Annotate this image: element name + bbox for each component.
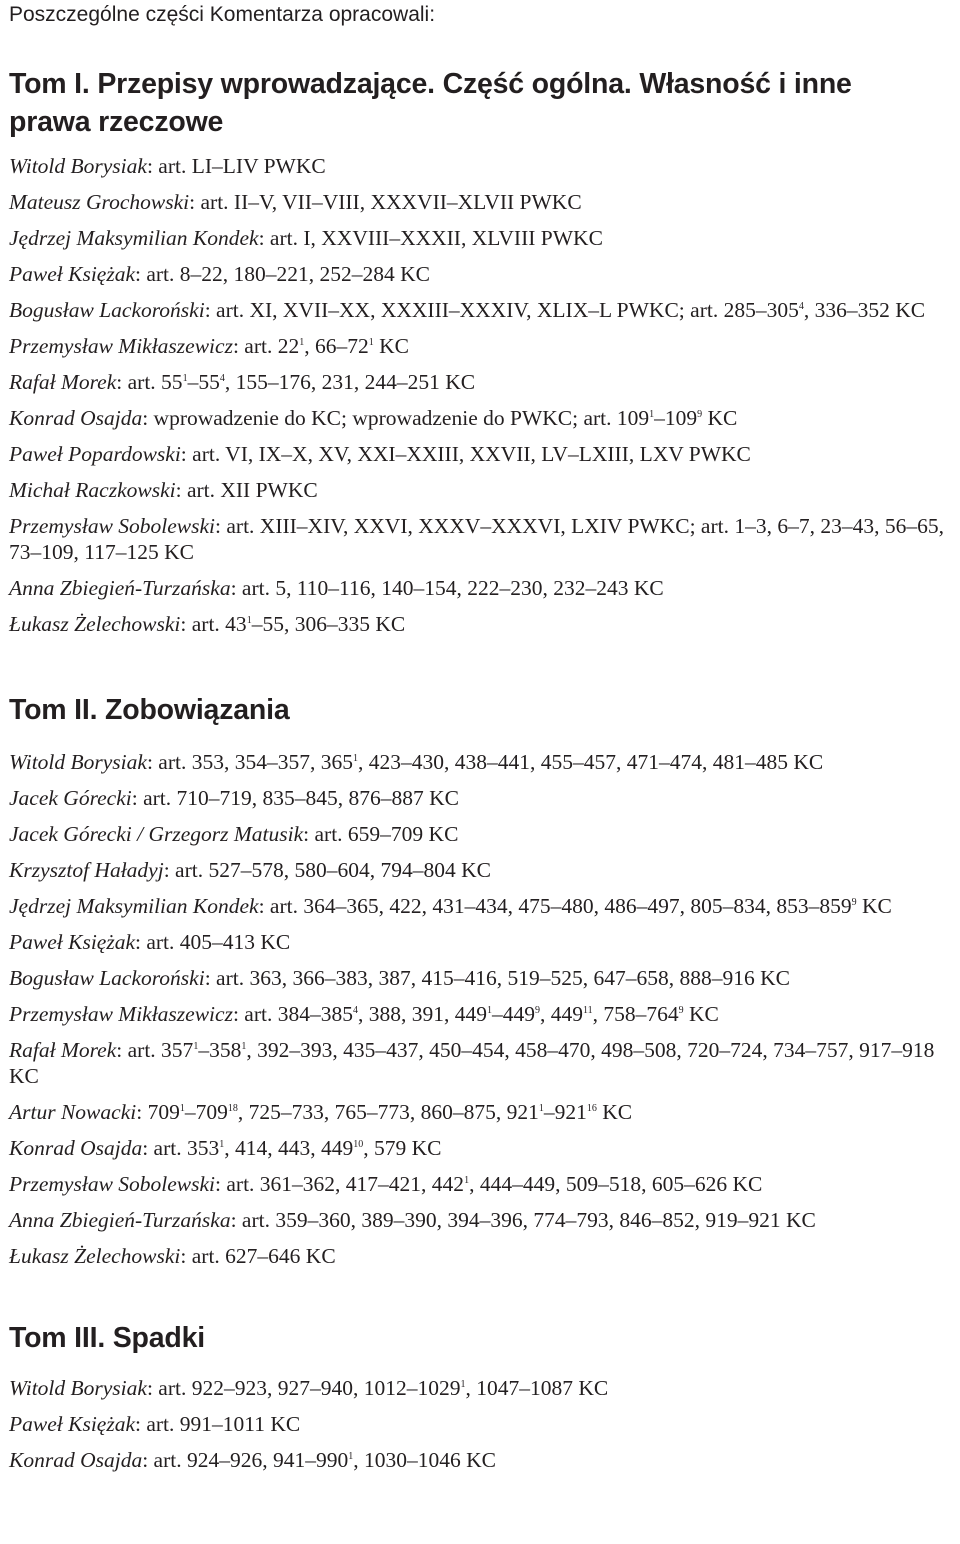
contributor-entry: [9, 1411, 954, 1437]
contributor-entry: [9, 965, 954, 991]
author-name: Łukasz Żelechowski: [9, 612, 181, 636]
author-name: Bogusław Lackoroński: [9, 966, 205, 990]
author-name: Konrad Osajda: [9, 406, 143, 430]
author-name: Witold Borysiak: [9, 154, 147, 178]
article-range: : art. $22^1$, $66-72^1$ KC: [232, 334, 409, 358]
article-range: : $709^1-709^{18}$, 725–733, 765–773, 860–875, $921^1-921^{16}$ KC: [136, 1100, 633, 1124]
author-name: Jacek Górecki: [9, 786, 132, 810]
author-name: Bogusław Lackoroński: [9, 298, 205, 322]
author-name: Paweł Księżak: [9, 1412, 135, 1436]
contributor-entry: [9, 1099, 954, 1125]
author-name: Łukasz Żelechowski: [9, 1244, 181, 1268]
volume-2-section: [9, 691, 954, 1269]
author-name: Konrad Osajda: [9, 1136, 143, 1160]
contributor-entry: [9, 893, 954, 919]
article-range: : art. 659–709 KC: [303, 822, 459, 846]
article-range: : art. 627–646 KC: [180, 1244, 336, 1268]
author-name: Rafał Morek: [9, 370, 117, 394]
contributor-entry: [9, 1207, 954, 1233]
article-range: : art. 405–413 KC: [135, 930, 291, 954]
contributor-entry: [9, 821, 954, 847]
contributor-entry: [9, 749, 954, 775]
contributor-entry: [9, 333, 954, 359]
volume-1-entries: [9, 153, 954, 637]
author-name: Mateusz Grochowski: [9, 190, 190, 214]
author-name: Przemysław Mikłaszewicz: [9, 334, 233, 358]
author-name: Anna Zbiegień-Turzańska: [9, 1208, 231, 1232]
contributor-entry: [9, 1171, 954, 1197]
article-range: : art. 922–923, 927–940, 1012–1029$^1$, 1047–1087 KC: [146, 1376, 609, 1400]
author-name: Paweł Popardowski: [9, 442, 181, 466]
contributor-entry: [9, 1243, 954, 1269]
article-range: : art. VI, IX–X, XV, XXI–XXIII, XXVII, LV–LXIII, LXV PWKC: [180, 442, 751, 466]
author-name: Anna Zbiegień-Turzańska: [9, 576, 231, 600]
volume-2-title: Tom II. Zobowiązania: [9, 694, 290, 726]
author-name: Jędrzej Maksymilian Kondek: [9, 894, 259, 918]
article-range: : art. 361–362, 417–421, $442^1$, 444–449, 509–518, 605–626 KC: [215, 1172, 763, 1196]
article-range: : art. XIII–XIV, XXVI, XXXV–XXXVI, LXIV PWKC; art. 1–3, 6–7, 23–43, 56–65, 73–109, 117–125 KC: [9, 514, 944, 564]
article-range: : art. II–V, VII–VIII, XXXVII–XLVII PWKC: [189, 190, 582, 214]
contributor-entry: [9, 1375, 954, 1401]
author-name: Witold Borysiak: [9, 1376, 147, 1400]
author-name: Krzysztof Haładyj: [9, 858, 164, 882]
article-range: : art. 5, 110–116, 140–154, 222–230, 232–243 KC: [230, 576, 664, 600]
author-name: Przemysław Mikłaszewicz: [9, 1002, 233, 1026]
contributor-entry: [9, 153, 954, 179]
author-name: Artur Nowacki: [9, 1100, 137, 1124]
article-range: : art. $55^1-55^4$, 155–176, 231, 244–251 KC: [116, 370, 476, 394]
contributor-entry: [9, 1037, 954, 1089]
author-name: Paweł Księżak: [9, 930, 135, 954]
contributor-entry: [9, 785, 954, 811]
article-range: : art. 364–365, 422, 431–434, 475–480, 486–497, 805–834, $853-859^9$ KC: [258, 894, 892, 918]
article-range: : art. 363, 366–383, 387, 415–416, 519–525, 647–658, 888–916 KC: [204, 966, 790, 990]
volume-3-section: [9, 1319, 954, 1473]
contributor-entry: [9, 189, 954, 215]
article-range: : art. 8–22, 180–221, 252–284 KC: [135, 262, 431, 286]
author-name: Witold Borysiak: [9, 750, 147, 774]
author-name: Paweł Księżak: [9, 262, 135, 286]
contributor-entry: [9, 441, 954, 467]
article-range: : art. 924–926, $941-990^1$, 1030–1046 KC: [142, 1448, 496, 1472]
article-range: : art. XI, XVII–XX, XXXIII–XXXIV, XLIX–L PWKC; art. $285-305^4$, 336–352 KC: [204, 298, 926, 322]
contributors-page: [9, 0, 954, 1473]
author-name: Jacek Górecki / Grzegorz Matusik: [9, 822, 304, 846]
contributor-entry: [9, 477, 954, 503]
article-range: : art. XII PWKC: [175, 478, 318, 502]
article-range: : art. $353^1$, 414, 443, $449^{10}$, 579 KC: [142, 1136, 442, 1160]
author-name: Rafał Morek: [9, 1038, 117, 1062]
author-name: Michał Raczkowski: [9, 478, 176, 502]
article-range: : art. 527–578, 580–604, 794–804 KC: [163, 858, 491, 882]
contributor-entry: [9, 405, 954, 431]
author-name: Jędrzej Maksymilian Kondek: [9, 226, 259, 250]
contributor-entry: [9, 369, 954, 395]
contributor-entry: [9, 1447, 954, 1473]
contributor-entry: [9, 261, 954, 287]
volume-3-entries: [9, 1375, 954, 1473]
contributor-entry: [9, 575, 954, 601]
volume-1-title: Tom I. Przepisy wprowadzające. Część ogólna. Własność i inne prawa rzeczowe: [9, 68, 852, 138]
article-range: : art. 710–719, 835–845, 876–887 KC: [131, 786, 460, 810]
article-range: : art. 353, 354–357, $365^1$, 423–430, 438–441, 455–457, 471–474, 481–485 KC: [146, 750, 824, 774]
article-range: : art. 359–360, 389–390, 394–396, 774–793, 846–852, 919–921 KC: [230, 1208, 816, 1232]
author-name: Konrad Osajda: [9, 1448, 143, 1472]
volume-1-section: [9, 65, 954, 637]
contributor-entry: [9, 1001, 954, 1027]
article-range: : art. $357^1-358^1$, 392–393, 435–437, 450–454, 458–470, 498–508, 720–724, 734–757, 917–918 KC: [9, 1038, 935, 1088]
article-range: : art. LI–LIV PWKC: [146, 154, 326, 178]
article-range: : art. 991–1011 KC: [135, 1412, 301, 1436]
contributor-entry: [9, 297, 954, 323]
contributor-entry: [9, 1135, 954, 1161]
article-range: : art. $43^1-55$, 306–335 KC: [180, 612, 406, 636]
contributor-entry: [9, 225, 954, 251]
article-range: : art. $384-385^4$, 388, 391, $449^1-449^9$, $449^{11}$, $758-764^9$ KC: [232, 1002, 719, 1026]
contributor-entry: [9, 513, 954, 565]
article-range: : wprowadzenie do KC; wprowadzenie do PWKC; art. $109^1-109^9$ KC: [142, 406, 738, 430]
volume-2-entries: [9, 749, 954, 1269]
contributor-entry: [9, 857, 954, 883]
author-name: Przemysław Sobolewski: [9, 1172, 216, 1196]
author-name: Przemysław Sobolewski: [9, 514, 216, 538]
contributor-entry: [9, 611, 954, 637]
article-range: : art. I, XXVIII–XXXII, XLVIII PWKC: [258, 226, 603, 250]
volume-3-title: Tom III. Spadki: [9, 1322, 205, 1354]
intro-line: Poszczególne części Komentarza opracowali:: [9, 3, 436, 26]
contributor-entry: [9, 929, 954, 955]
